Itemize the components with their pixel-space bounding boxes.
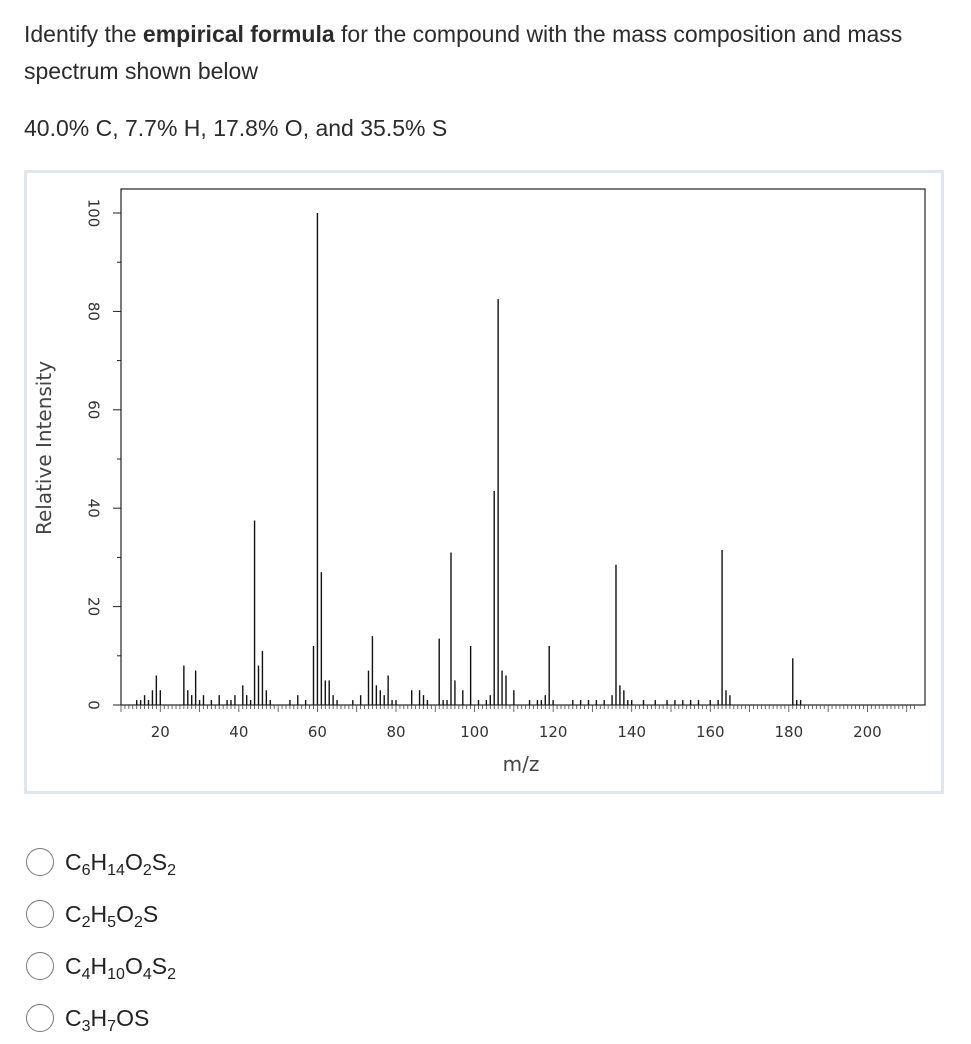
element-count: 4	[81, 965, 91, 983]
answer-choice-3[interactable]	[26, 940, 176, 992]
formula-label[interactable]	[65, 900, 159, 931]
element-symbol: C	[65, 952, 82, 979]
x-tick-label: 100	[460, 723, 489, 741]
mass-spectrum-chart	[27, 173, 941, 791]
mass-spectrum-figure	[24, 170, 944, 794]
mass-spectrum-panel	[27, 173, 941, 791]
y-tick-label: 20	[84, 597, 103, 617]
x-axis-label: m/z	[502, 752, 540, 776]
element-symbol: H	[90, 900, 108, 927]
y-tick-label: 80	[84, 301, 103, 321]
plot-area-border	[121, 189, 925, 705]
element-symbol: C	[65, 1004, 82, 1031]
formula-label[interactable]	[65, 1004, 150, 1035]
element-count: 2	[133, 913, 143, 931]
y-tick-label: 40	[84, 498, 103, 518]
element-symbol: C	[65, 900, 82, 927]
element-count: 4	[142, 965, 152, 983]
x-tick-label: 180	[774, 723, 804, 741]
answer-choice-1[interactable]	[26, 836, 176, 888]
formula-label[interactable]	[65, 952, 176, 983]
element-count: 6	[81, 861, 91, 879]
element-count: 7	[107, 1017, 117, 1035]
radio-button[interactable]	[26, 1004, 54, 1032]
x-tick-label: 40	[229, 723, 249, 741]
element-symbol: H	[90, 1004, 108, 1031]
x-tick-label: 120	[538, 723, 568, 741]
y-axis-label: Relative Intensity	[32, 360, 56, 536]
x-tick-label: 160	[695, 723, 725, 741]
element-symbol: O	[116, 1004, 134, 1031]
question-suffix: for the compound with the mass composition and mass spectrum shown below	[24, 21, 903, 84]
question-emphasis: empirical formula	[142, 21, 335, 47]
element-symbol: S	[133, 1004, 150, 1031]
x-tick-label: 20	[150, 723, 170, 741]
element-symbol: O	[124, 952, 143, 979]
y-tick-label: 0	[84, 700, 103, 710]
element-count: 2	[167, 965, 176, 983]
element-count: 2	[142, 861, 152, 879]
answer-choices	[26, 836, 176, 1044]
radio-button[interactable]	[26, 848, 54, 876]
element-symbol: H	[90, 952, 108, 979]
element-symbol: O	[124, 848, 143, 875]
element-count: 5	[107, 913, 117, 931]
x-tick-label: 80	[386, 723, 406, 741]
element-symbol: S	[151, 952, 168, 979]
formula-label[interactable]	[65, 848, 176, 879]
element-symbol: S	[151, 848, 168, 875]
element-count: 2	[167, 861, 176, 879]
radio-button[interactable]	[26, 952, 54, 980]
y-tick-label: 60	[84, 400, 103, 420]
mass-composition: 40.0% C, 7.7% H, 17.8% O, and 35.5% S	[24, 115, 448, 141]
element-symbol: S	[142, 900, 159, 927]
x-tick-label: 140	[617, 723, 647, 741]
element-count: 10	[107, 965, 125, 983]
y-tick-label: 100	[84, 198, 103, 228]
question-text	[24, 16, 924, 90]
radio-button[interactable]	[26, 900, 54, 928]
element-count: 2	[81, 913, 91, 931]
x-tick-label: 60	[307, 723, 327, 741]
element-count: 14	[107, 861, 125, 879]
answer-choice-2[interactable]	[26, 888, 176, 940]
element-count: 3	[81, 1017, 91, 1035]
element-symbol: C	[65, 848, 82, 875]
x-tick-label: 200	[853, 723, 882, 741]
question-prefix: Identify the	[24, 21, 143, 47]
element-symbol: H	[90, 848, 108, 875]
answer-choice-4[interactable]	[26, 992, 176, 1044]
element-symbol: O	[116, 900, 134, 927]
